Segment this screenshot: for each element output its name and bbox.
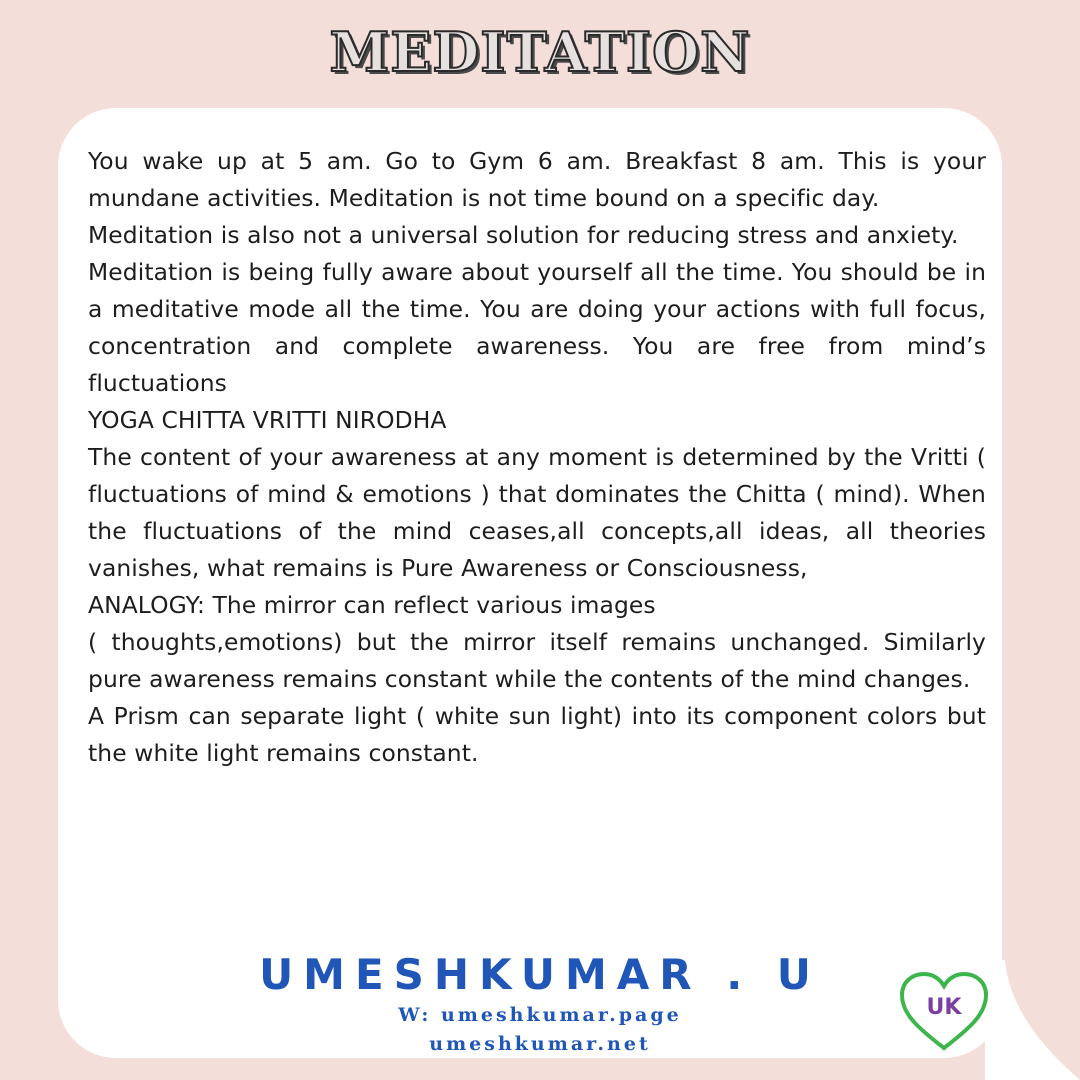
- body-text: [88, 143, 986, 772]
- paragraph-vritti: The content of your awareness at any moment is determined by the Vritti ( fluctuations of mind & emotions ) that dominates the Chitta ( mind). When the fluctuations of the mind ceases,all concepts,all ideas, all theories vanishes, what remains is Pure Awareness or Consciousness,: [88, 443, 986, 582]
- brand-name: UMESHKUMAR . U: [259, 950, 821, 999]
- paragraph-not-universal: Meditation is also not a universal solution for reducing stress and anxiety.: [88, 221, 959, 249]
- page-title: MEDITATION: [329, 20, 751, 84]
- paragraph-yoga-sutra: YOGA CHITTA VRITTI NIRODHA: [88, 406, 447, 434]
- paragraph-schedule: You wake up at 5 am. Go to Gym 6 am. Breakfast 8 am. This is your mundane activities. Meditation is not time bound on a specific day.: [88, 147, 986, 212]
- speech-bubble-tail: [985, 960, 1080, 1080]
- paragraph-awareness: Meditation is being fully aware about yourself all the time. You should be in a meditative mode all the time. You are doing your actions with full focus, concentration and complete awareness. You are free from mind’s fluctuations: [88, 258, 986, 397]
- heart-logo-icon: [898, 970, 990, 1052]
- website-link-net[interactable]: umeshkumar.net: [429, 1033, 651, 1055]
- website-link-page[interactable]: W: umeshkumar.page: [398, 1004, 682, 1026]
- logo-text: UK: [926, 995, 962, 1020]
- paragraph-prism: A Prism can separate light ( white sun light) into its component colors but the white light remains constant.: [88, 702, 986, 767]
- paragraph-mirror: ( thoughts,emotions) but the mirror itself remains unchanged. Similarly pure awareness remains constant while the contents of the mind changes.: [88, 628, 986, 693]
- paragraph-analogy: ANALOGY: The mirror can reflect various images: [88, 591, 656, 619]
